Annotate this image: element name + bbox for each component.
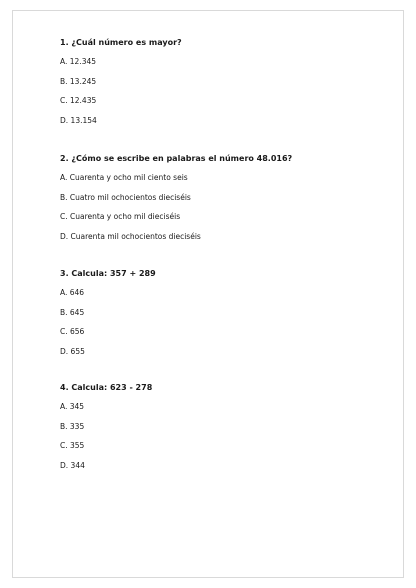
question-1 [60, 38, 400, 135]
option-c: C. 355 [60, 441, 85, 450]
option-a: A. 646 [60, 288, 85, 297]
question-3 [60, 269, 400, 366]
option-b: B. 13.245 [60, 76, 97, 86]
option-d: D. 344 [60, 460, 85, 470]
question-title: 4. Calcula: 623 - 278 [60, 383, 153, 392]
question-title: 1. ¿Cuál número es mayor? [60, 38, 182, 47]
option-a: A. Cuarenta y ocho mil ciento seis [60, 173, 188, 182]
option-c: C. 12.435 [60, 96, 97, 105]
option-d: D. 13.154 [60, 115, 97, 125]
question-title: 3. Calcula: 357 + 289 [60, 269, 156, 278]
option-b: B. 335 [60, 421, 85, 431]
option-c: C. 656 [60, 327, 85, 336]
worksheet-page [12, 10, 404, 578]
option-list [60, 402, 400, 471]
option-list [60, 173, 400, 242]
option-a: A. 12.345 [60, 57, 97, 66]
option-c: C. Cuarenta y ocho mil dieciséis [60, 212, 181, 221]
option-a: A. 345 [60, 402, 85, 411]
option-list [60, 57, 400, 126]
option-d: D. Cuarenta mil ochocientos dieciséis [60, 231, 201, 241]
question-title: 2. ¿Cómo se escribe en palabras el número 48.016? [60, 154, 293, 163]
option-b: B. 645 [60, 307, 85, 317]
option-d: D. 655 [60, 346, 85, 356]
question-4 [60, 383, 400, 480]
option-list [60, 288, 400, 357]
question-2 [60, 154, 400, 251]
option-b: B. Cuatro mil ochocientos dieciséis [60, 192, 191, 202]
